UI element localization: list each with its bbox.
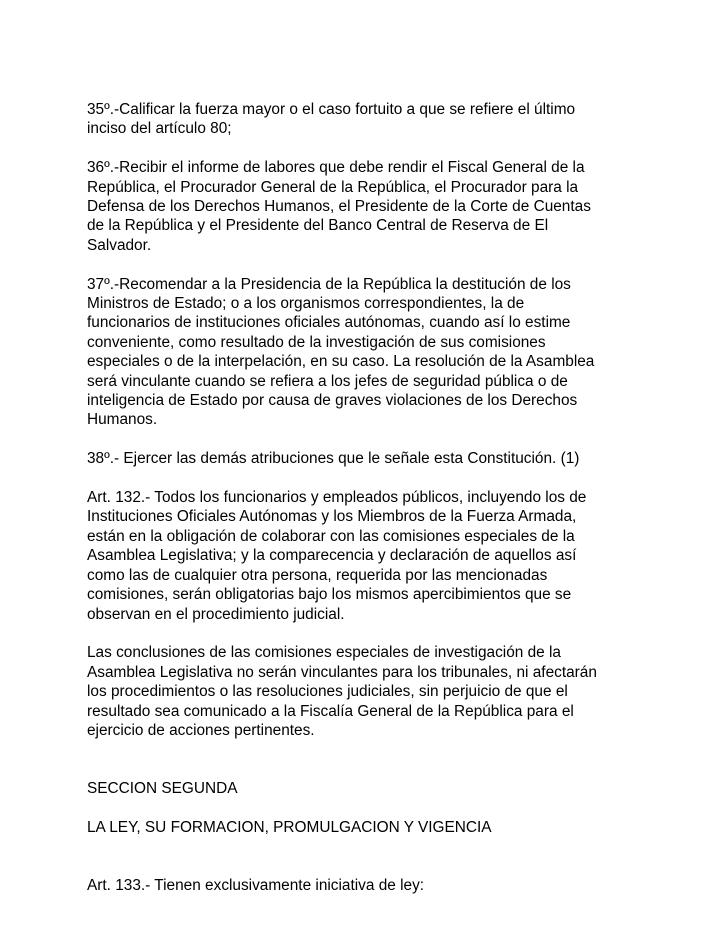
article-133: Art. 133.- Tienen exclusivamente iniciativa de ley: <box>87 877 425 895</box>
paragraph-38: 38º.- Ejercer las demás atribuciones que le señale esta Constitución. (1) <box>87 450 580 468</box>
paragraph-37: 37º.-Recomendar a la Presidencia de la República la destitución de los Ministros de Estado; o a los organismos correspondientes, la de funcionarios de instituciones oficiales autónomas, cuando así lo estime conveniente, como resultado de la investigación de sus comisiones especiales o de la interpelación, en su caso. La resolución de la Asamblea será vinculante cuando se refiera a los jefes de seguridad pública o de inteligencia de Estado por causa de graves violaciones de los Derechos Humanos. <box>87 275 595 429</box>
section-heading: SECCION SEGUNDA <box>87 780 238 798</box>
document-body <box>87 100 687 915</box>
section-title: LA LEY, SU FORMACION, PROMULGACION Y VIGENCIA <box>87 818 492 836</box>
section-heading-block <box>87 760 687 857</box>
article-132-conclusions: Las conclusiones de las comisiones especiales de investigación de la Asamblea Legislativa no serán vinculantes para los tribunales, ni afectarán los procedimientos o las resoluciones judiciales, sin perjuicio de que el resultado sea comunicado a la Fiscalía General de la República para el ejercicio de acciones pertinentes. <box>87 644 597 739</box>
paragraph-35: 35º.-Calificar la fuerza mayor o el caso fortuito a que se refiere el último inciso del artículo 80; <box>87 101 576 138</box>
article-132: Art. 132.- Todos los funcionarios y empleados públicos, incluyendo los de Instituciones Oficiales Autónomas y los Miembros de la Fuerza Armada, están en la obligación de colaborar con las comisiones especiales de la Asamblea Legislativa; y la comparecencia y declaración de aquellos así como las de cualquier otra persona, requerida por las mencionadas comisiones, serán obligatorias bajo los mismos apercibimientos que se observan en el procedimiento judicial. <box>87 489 587 623</box>
paragraph-36: 36º.-Recibir el informe de labores que debe rendir el Fiscal General de la República, el Procurador General de la República, el Procurador para la Defensa de los Derechos Humanos, el Presidente de la Corte de Cuentas de la República y el Presidente del Banco Central de Reserva de El Salvador. <box>87 159 591 254</box>
